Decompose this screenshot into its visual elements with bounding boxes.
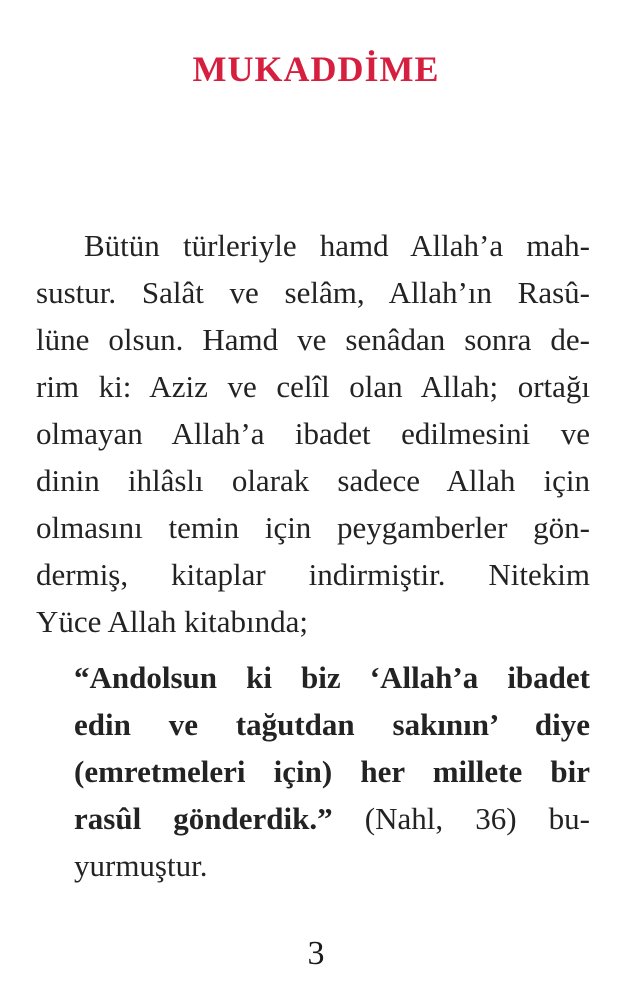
paragraph-line-3: lüne olsun. Hamd ve senâdan sonra de- — [36, 322, 590, 357]
quote-line-3: (emretmeleri için) her millete bir — [74, 754, 590, 789]
quote-end: rasûl gönderdik.” — [74, 801, 333, 836]
quote-line-4 — [74, 799, 590, 839]
page-number: 3 — [307, 935, 325, 972]
paragraph-line-9: Yüce Allah kitabında; — [36, 604, 309, 639]
page-title: MUKADDİME — [192, 49, 440, 89]
paragraph-line-4: rim ki: Aziz ve celîl olan Allah; ortağı — [36, 369, 590, 404]
paragraph-line-8: dermiş, kitaplar indirmiştir. Nitekim — [36, 557, 590, 592]
paragraph-line-1: Bütün türleriyle hamd Allah’a mah- — [84, 228, 590, 263]
quote-line-2: edin ve tağutdan sakının’ diye — [74, 707, 590, 742]
paragraph-line-6: dinin ihlâslı olarak sadece Allah için — [36, 463, 590, 498]
closing-line: yurmuştur. — [74, 848, 208, 883]
paragraph-line-7: olmasını temin için peygamberler gön- — [36, 510, 590, 545]
quote-line-1: “Andolsun ki biz ‘Allah’a ibadet — [74, 660, 590, 695]
paragraph-line-5: olmayan Allah’a ibadet edilmesini ve — [36, 416, 590, 451]
paragraph-line-2: sustur. Salât ve selâm, Allah’ın Rasû- — [36, 275, 590, 310]
citation: (Nahl, 36) bu- — [332, 801, 590, 836]
